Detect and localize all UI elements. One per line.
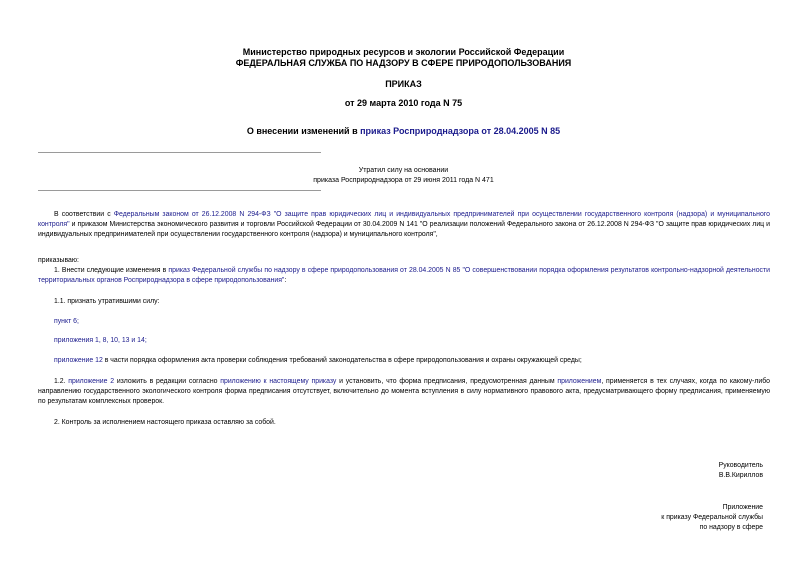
item-1-paragraph — [38, 266, 770, 286]
item-2-paragraph: 2. Контроль за исполнением настоящего приказа оставляю за собой. — [54, 419, 276, 426]
preamble-text-1: В соответствии с — [54, 211, 114, 218]
appendices-link[interactable]: приложения — [54, 337, 94, 344]
appendix-link[interactable]: приложением — [557, 378, 602, 385]
preamble-paragraph — [38, 210, 770, 240]
federal-law-link[interactable]: Федеральным законом от 26.12.2008 N 294-ФЗ "О защите прав юридических лиц и индивидуальных предпринимателей при осуществлении государственного контроля (надзора) и муниципального контроля" — [38, 211, 771, 228]
signature-role: Руководитель — [718, 462, 763, 469]
punkt-6-link[interactable]: пункт 6; — [54, 318, 79, 325]
order-85-link[interactable]: приказ Федеральной службы по надзору в сфере природопользования от 28.04.2005 N 85 "О совершенствовании порядка оформления результатов контрольно-надзорной деятельности территориальных органов Росприроднадзора в сфере природопользования" — [38, 267, 770, 284]
doc-type-heading: ПРИКАЗ — [385, 79, 422, 89]
status-line-2: приказа Росприроднадзора от 29 июня 2011 года N 471 — [313, 177, 494, 184]
appendix-label-1: Приложение — [722, 504, 763, 511]
service-heading: ФЕДЕРАЛЬНАЯ СЛУЖБА ПО НАДЗОРУ В СФЕРЕ ПРИРОДОПОЛЬЗОВАНИЯ — [235, 58, 572, 68]
item-1-2-b: изложить в редакции согласно — [114, 378, 221, 385]
title-order-link[interactable]: приказ Росприроднадзора от 28.04.2005 N 85 — [360, 126, 561, 136]
title-prefix: О внесении изменений в — [246, 126, 361, 136]
item-1-prefix: 1. Внести следующие изменения в — [54, 267, 169, 274]
date-number-heading: от 29 марта 2010 года N 75 — [344, 98, 463, 108]
punkt-6-item — [38, 317, 770, 327]
status-line-1: Утратил силу на основании — [358, 167, 449, 174]
appendix-label-2: к приказу Федеральной службы — [661, 514, 763, 521]
item-1-2-a: 1.2. — [54, 378, 69, 385]
orders-text: приказываю: — [38, 257, 79, 264]
separator-line-bottom — [38, 190, 321, 191]
separator-line-top — [38, 152, 321, 153]
appendix-12-link[interactable]: приложение 12 — [54, 357, 103, 364]
appendix-to-order-link[interactable]: приложению к настоящему приказу — [220, 378, 337, 385]
preamble-text-2: и приказом Министерства экономического развития и торговли Российской Федерации от 30.04.2009 N 141 "О реализации положений Федерального закона от 26.12.2008 N 294-ФЗ "О защите прав юридических лиц и индивидуальных предпринимателей при осуществлении государственного контроля (надзора) и муниципального контроля", — [38, 221, 770, 238]
signature-name: В.В.Кириллов — [718, 472, 763, 479]
item-1-1-paragraph: 1.1. признать утратившими силу: — [54, 298, 160, 305]
appendices-numbers[interactable]: 1, 8, 10, 13 и 14; — [93, 337, 147, 344]
appendices-item — [38, 336, 770, 346]
appendix-label-3: по надзору в сфере — [699, 524, 763, 531]
item-1-2-d: , применяется в тех случаях, когда по какому-либо направлению государственного экологического контроля форма предписания отсутствует, включительно до момента вступления в силу нормативного правового акта, предусматривающего форму предписания, применяемую по результатам комплексных проверок. — [38, 378, 770, 405]
ministry-heading: Министерство природных ресурсов и экологии Российской Федерации — [242, 47, 565, 57]
document-title — [0, 126, 807, 137]
appendix-12-text: в части порядка оформления акта проверки соблюдения требований законодательства в сфере природопользования и охраны окружающей среды; — [102, 357, 582, 364]
appendix-2-link[interactable]: приложение 2 — [68, 378, 115, 385]
appendix-12-item — [38, 356, 770, 366]
item-1-suffix: : — [284, 277, 287, 284]
item-1-2-c: и установить, что форма предписания, предусмотренная данным — [336, 378, 558, 385]
item-1-2-paragraph — [38, 377, 770, 407]
